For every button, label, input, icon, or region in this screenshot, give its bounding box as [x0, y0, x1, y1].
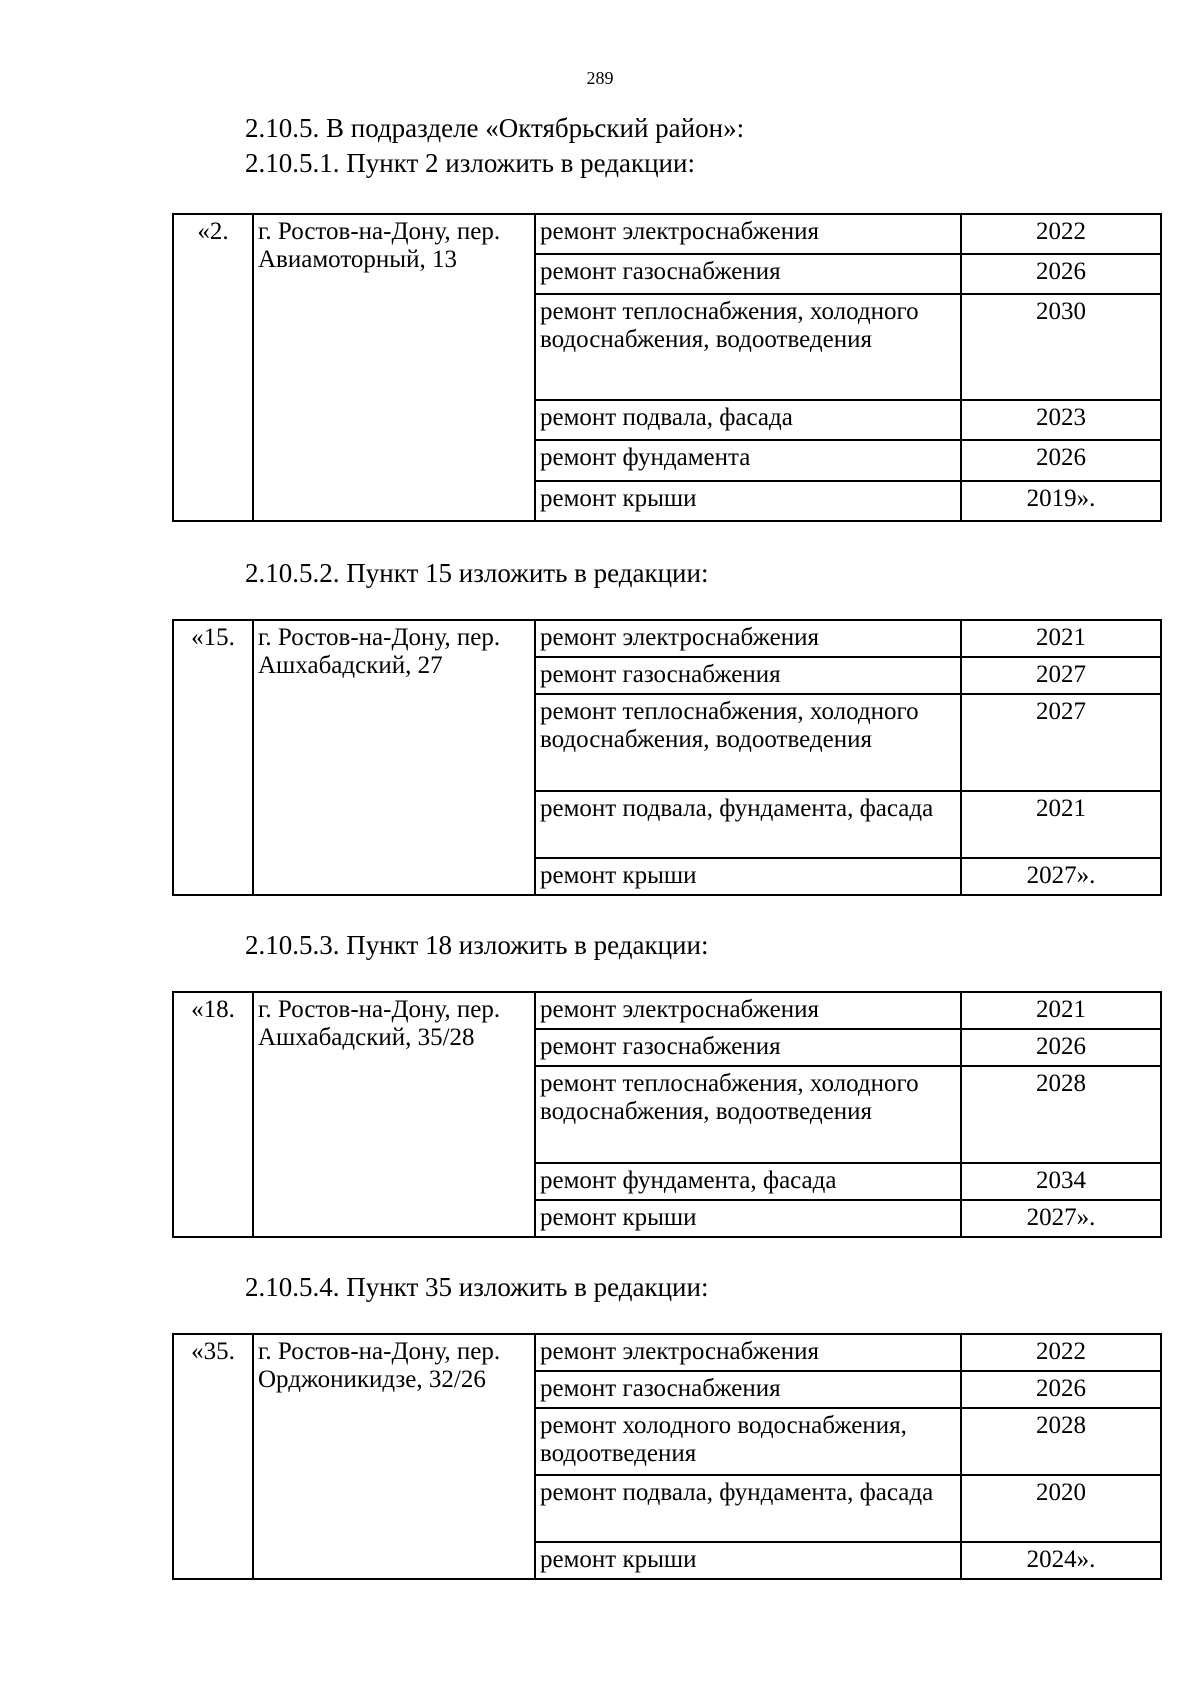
address-cell: г. Ростов-на-Дону, пер. Ашхабадский, 35/28	[253, 992, 535, 1237]
address-cell: г. Ростов-на-Дону, пер. Авиамоторный, 13	[253, 214, 535, 521]
item-35-heading: 2.10.5.4. Пункт 35 изложить в редакции:	[245, 1272, 709, 1302]
year-cell: 2022	[961, 1334, 1161, 1371]
year-cell: 2027	[961, 694, 1161, 791]
repair-table-item-2	[172, 213, 1162, 522]
work-cell: ремонт электроснабжения	[535, 992, 961, 1029]
item-number: «35.	[173, 1334, 253, 1579]
item-number: «18.	[173, 992, 253, 1237]
work-cell: ремонт электроснабжения	[535, 1334, 961, 1371]
work-cell: ремонт фундамента	[535, 440, 961, 481]
item-18-heading: 2.10.5.3. Пункт 18 изложить в редакции:	[245, 930, 709, 960]
year-cell: 2022	[961, 214, 1161, 254]
work-cell: ремонт подвала, фундамента, фасада	[535, 1475, 961, 1542]
work-cell: ремонт холодного водоснабжения, водоотведения	[535, 1408, 961, 1475]
year-cell: 2026	[961, 1029, 1161, 1066]
year-cell: 2019».	[961, 481, 1161, 521]
work-cell: ремонт электроснабжения	[535, 620, 961, 657]
repair-table-item-35	[172, 1333, 1162, 1580]
year-cell: 2021	[961, 791, 1161, 858]
year-cell: 2026	[961, 1371, 1161, 1408]
work-cell: ремонт теплоснабжения, холодного водоснабжения, водоотведения	[535, 1066, 961, 1163]
work-cell: ремонт электроснабжения	[535, 214, 961, 254]
work-cell: ремонт фундамента, фасада	[535, 1163, 961, 1200]
work-cell: ремонт крыши	[535, 858, 961, 895]
year-cell: 2027».	[961, 1200, 1161, 1237]
work-cell: ремонт теплоснабжения, холодного водоснабжения, водоотведения	[535, 294, 961, 400]
work-cell: ремонт крыши	[535, 1542, 961, 1579]
year-cell: 2028	[961, 1408, 1161, 1475]
work-cell: ремонт газоснабжения	[535, 657, 961, 694]
address-cell: г. Ростов-на-Дону, пер. Ашхабадский, 27	[253, 620, 535, 895]
item-number: «2.	[173, 214, 253, 521]
year-cell: 2024».	[961, 1542, 1161, 1579]
year-cell: 2026	[961, 440, 1161, 481]
work-cell: ремонт подвала, фундамента, фасада	[535, 791, 961, 858]
work-cell: ремонт подвала, фасада	[535, 400, 961, 440]
section-heading: 2.10.5. В подразделе «Октябрьский район»:	[245, 113, 745, 143]
year-cell: 2026	[961, 254, 1161, 294]
year-cell: 2023	[961, 400, 1161, 440]
year-cell: 2030	[961, 294, 1161, 400]
repair-table-item-18	[172, 991, 1162, 1238]
address-cell: г. Ростов-на-Дону, пер. Орджоникидзе, 32/26	[253, 1334, 535, 1579]
work-cell: ремонт газоснабжения	[535, 254, 961, 294]
year-cell: 2028	[961, 1066, 1161, 1163]
item-15-heading: 2.10.5.2. Пункт 15 изложить в редакции:	[245, 558, 709, 588]
item-number: «15.	[173, 620, 253, 895]
page-number: 289	[586, 68, 614, 88]
year-cell: 2027	[961, 657, 1161, 694]
work-cell: ремонт крыши	[535, 1200, 961, 1237]
work-cell: ремонт теплоснабжения, холодного водоснабжения, водоотведения	[535, 694, 961, 791]
item-2-heading: 2.10.5.1. Пункт 2 изложить в редакции:	[245, 148, 695, 178]
year-cell: 2021	[961, 992, 1161, 1029]
work-cell: ремонт крыши	[535, 481, 961, 521]
year-cell: 2027».	[961, 858, 1161, 895]
year-cell: 2034	[961, 1163, 1161, 1200]
work-cell: ремонт газоснабжения	[535, 1371, 961, 1408]
year-cell: 2020	[961, 1475, 1161, 1542]
year-cell: 2021	[961, 620, 1161, 657]
repair-table-item-15	[172, 619, 1162, 896]
work-cell: ремонт газоснабжения	[535, 1029, 961, 1066]
